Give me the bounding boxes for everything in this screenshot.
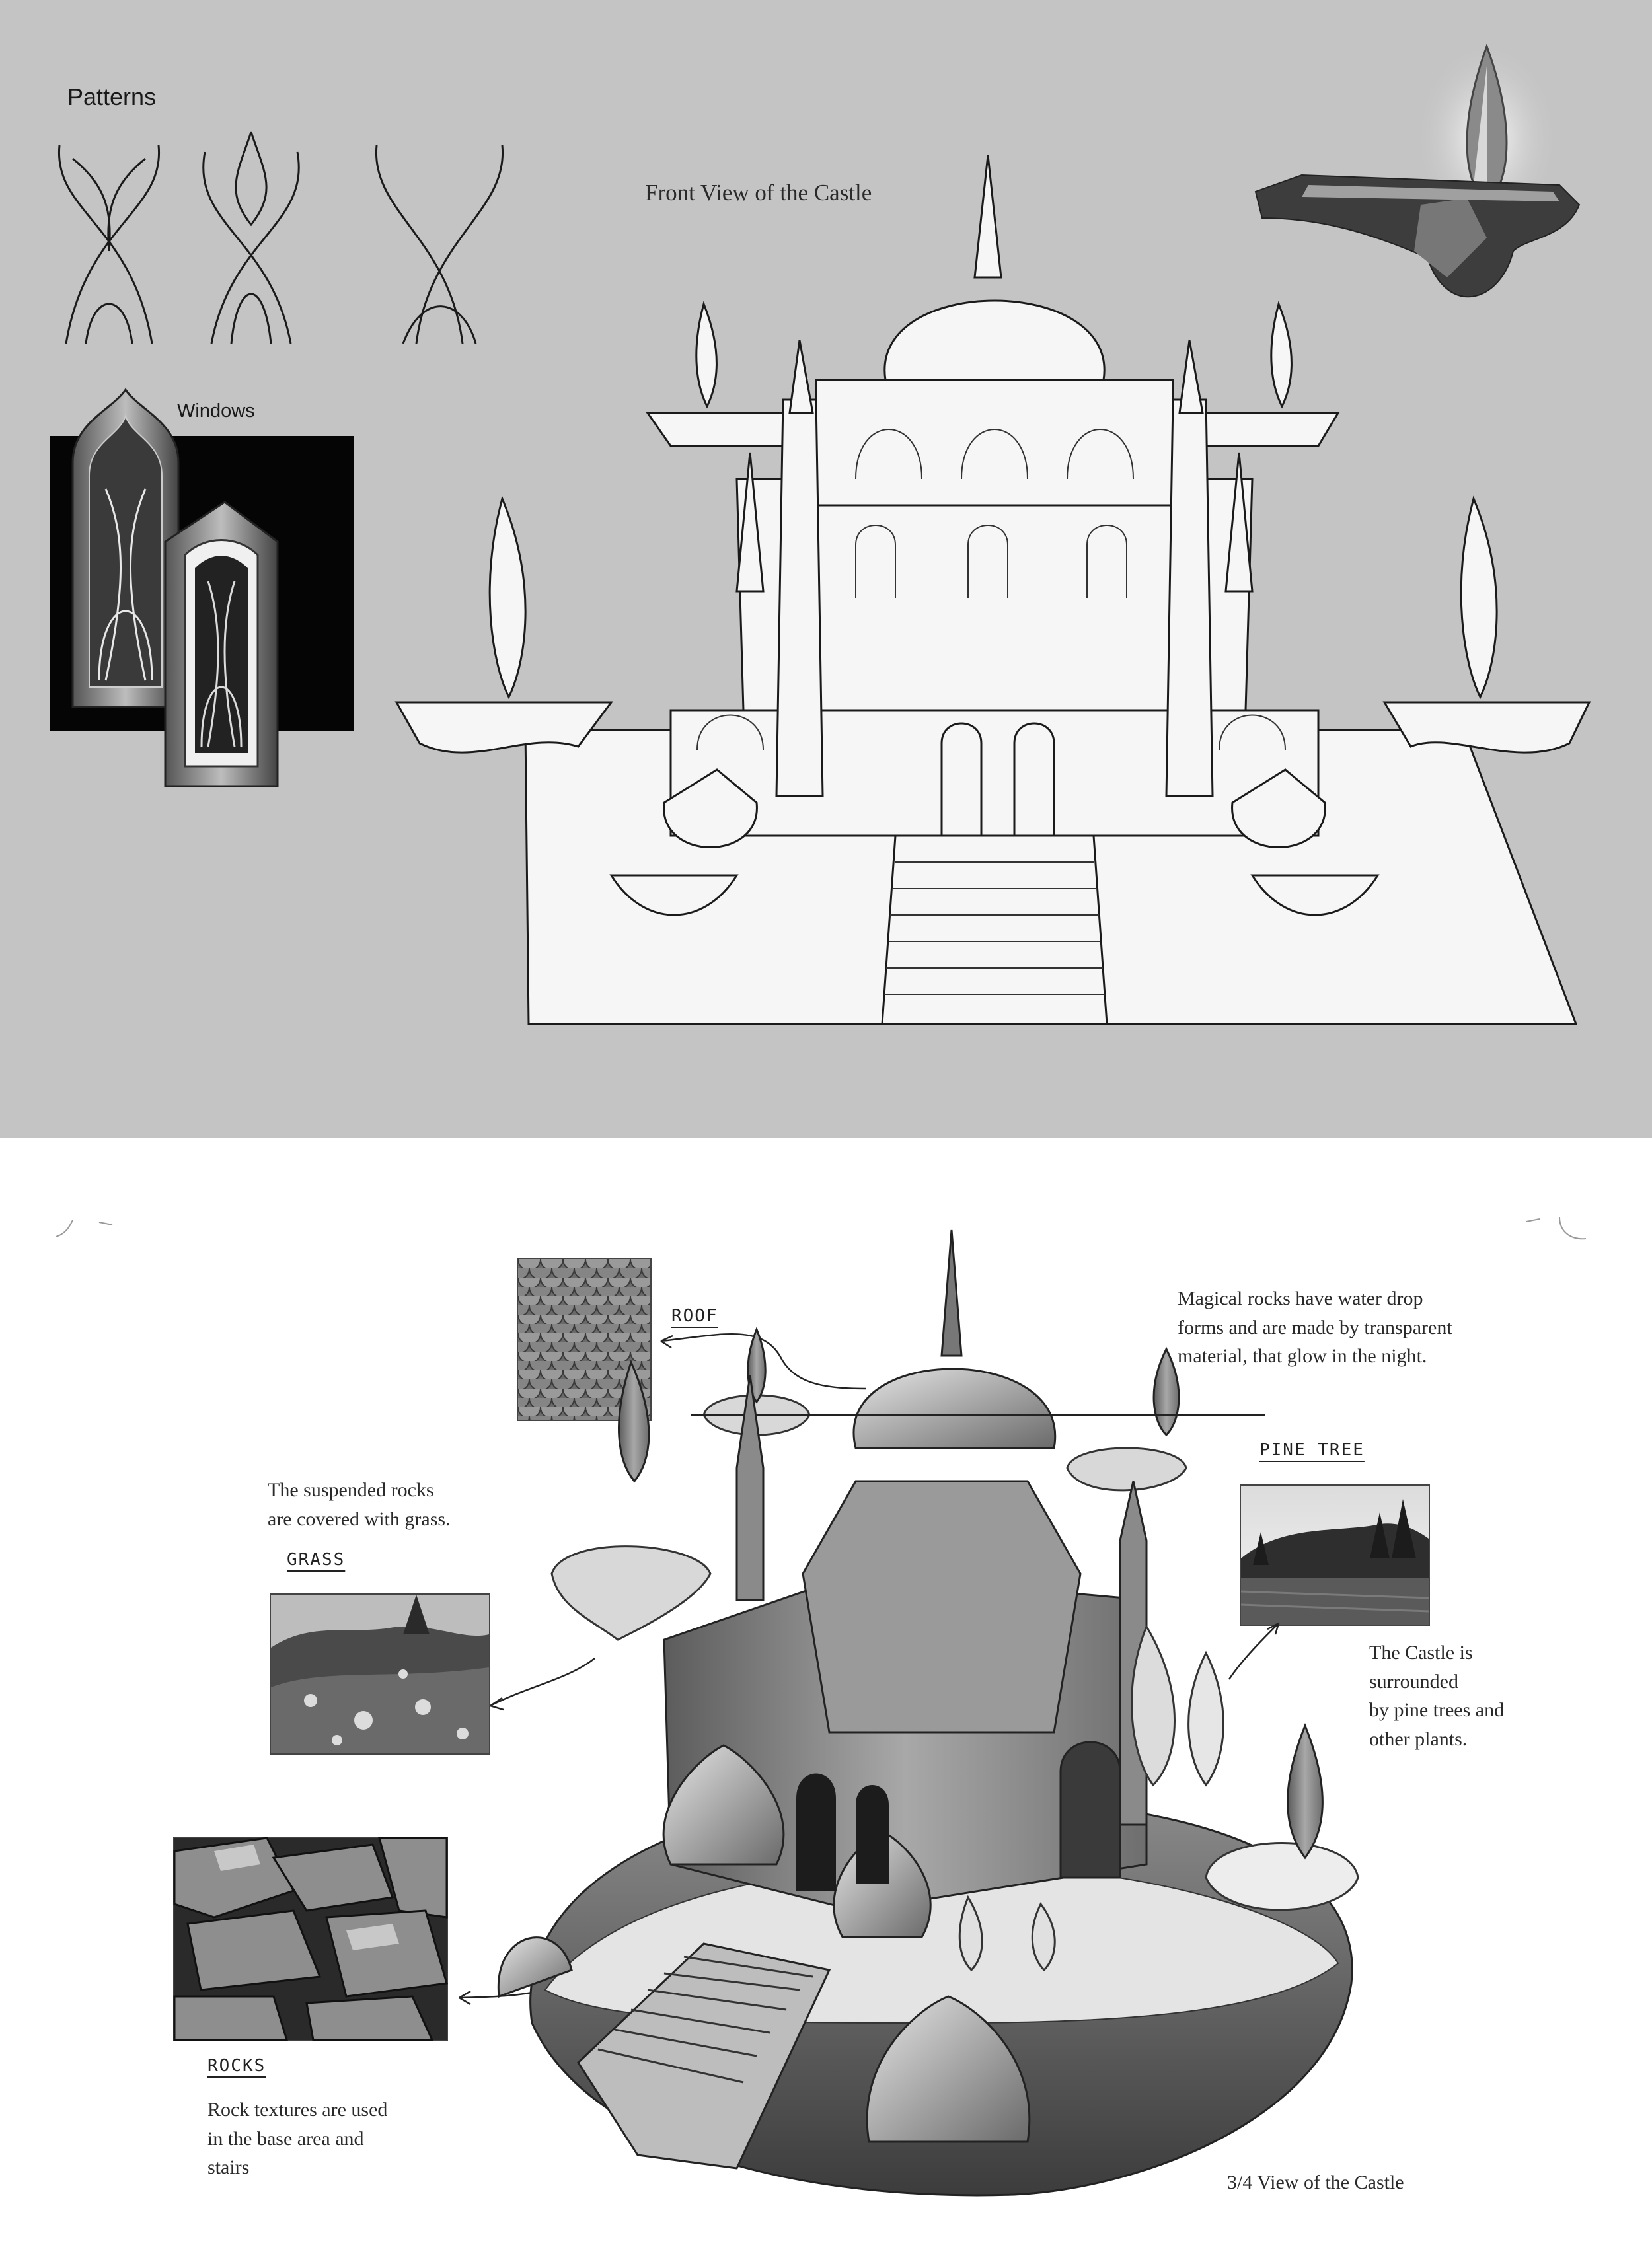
rock-textures-note: Rock textures are used in the base area and stairs: [207, 2099, 388, 2178]
suspended-rocks-note: The suspended rocks are covered with grass.: [268, 1479, 451, 1530]
roof-label: ROOF: [671, 1306, 718, 1326]
rocks-label: ROCKS: [207, 2056, 266, 2076]
magical-rocks-note: Magical rocks have water drop forms and are made by transparent material, that glow in the night.: [1178, 1288, 1452, 1367]
grass-label: GRASS: [287, 1550, 346, 1570]
three-quarter-view-title: 3/4 View of the Castle: [1227, 2172, 1404, 2193]
pine-tree-label: PINE TREE: [1259, 1440, 1365, 1460]
floating-crystal-rock-render: [1249, 40, 1593, 317]
castle-surrounded-note: The Castle is surrounded by pine trees and other plants.: [1369, 1642, 1505, 1750]
patterns-label: Patterns: [67, 83, 157, 110]
windows-label: Windows: [177, 400, 255, 421]
window-renders: [59, 390, 344, 799]
three-quarter-view-panel: [0, 1138, 1652, 2268]
front-view-title: Front View of the Castle: [645, 180, 872, 205]
castle-three-quarter-render: [486, 1230, 1411, 2214]
